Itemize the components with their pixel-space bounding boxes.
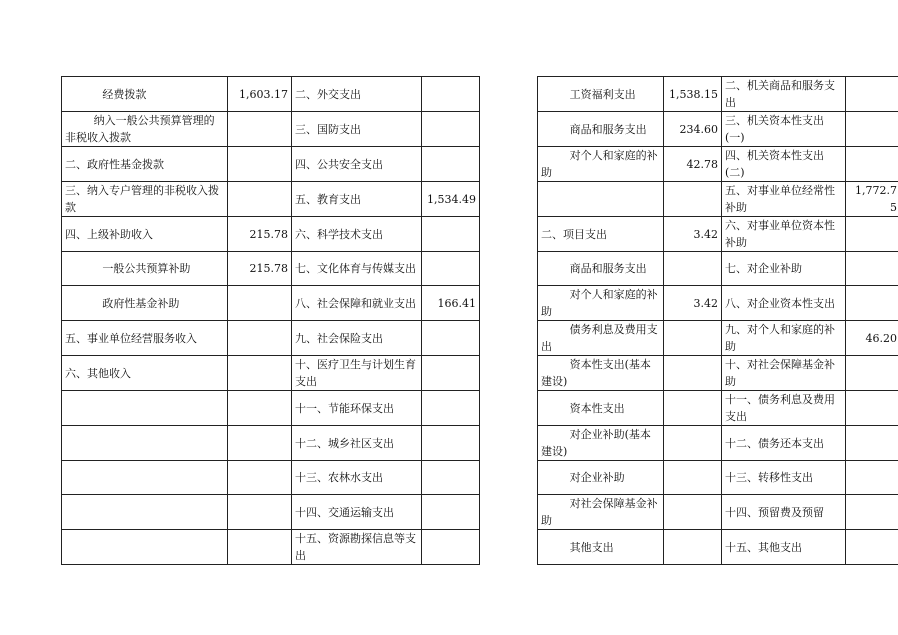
label-cell: 四、上级补助收入 [62, 217, 228, 252]
amount-cell [422, 321, 480, 356]
label-cell: 五、教育支出 [292, 182, 422, 217]
amount-cell [846, 391, 898, 426]
label-cell: 对个人和家庭的补助 [538, 286, 664, 321]
label-cell: 对社会保障基金补助 [538, 495, 664, 530]
label-cell: 三、国防支出 [292, 112, 422, 147]
amount-cell [422, 356, 480, 391]
column-gap [480, 77, 538, 112]
label-cell: 其他支出 [538, 530, 664, 565]
label-cell: 十三、转移性支出 [722, 461, 846, 495]
column-gap [480, 147, 538, 182]
label-cell: 六、对事业单位资本性补助 [722, 217, 846, 252]
table-row [62, 217, 898, 252]
label-cell: 七、对企业补助 [722, 252, 846, 286]
label-cell: 四、机关资本性支出(二) [722, 147, 846, 182]
amount-cell [422, 391, 480, 426]
amount-cell: 3.42 [664, 286, 722, 321]
label-cell: 资本性支出(基本建设) [538, 356, 664, 391]
label-cell: 三、纳入专户管理的非税收入拨款 [62, 182, 228, 217]
amount-cell [422, 530, 480, 565]
label-cell [62, 461, 228, 495]
label-cell: 十五、其他支出 [722, 530, 846, 565]
table-row [62, 286, 898, 321]
column-gap [480, 112, 538, 147]
label-cell: 商品和服务支出 [538, 252, 664, 286]
label-cell [62, 426, 228, 461]
table-row [62, 426, 898, 461]
amount-cell [846, 286, 898, 321]
amount-cell [664, 252, 722, 286]
budget-table [61, 76, 898, 565]
label-cell: 九、社会保险支出 [292, 321, 422, 356]
table-row [62, 112, 898, 147]
amount-cell [846, 495, 898, 530]
amount-cell [228, 356, 292, 391]
amount-cell [846, 252, 898, 286]
amount-cell [846, 112, 898, 147]
label-cell: 三、机关资本性支出(一) [722, 112, 846, 147]
table-row [62, 356, 898, 391]
column-gap [480, 530, 538, 565]
label-cell: 八、对企业资本性支出 [722, 286, 846, 321]
amount-cell [664, 182, 722, 217]
amount-cell [228, 391, 292, 426]
label-cell: 六、科学技术支出 [292, 217, 422, 252]
amount-cell [422, 252, 480, 286]
label-cell: 一般公共预算补助 [62, 252, 228, 286]
table-row [62, 182, 898, 217]
amount-cell [422, 217, 480, 252]
amount-cell [422, 77, 480, 112]
amount-cell [846, 356, 898, 391]
label-cell: 十、对社会保障基金补助 [722, 356, 846, 391]
amount-cell: 166.41 [422, 286, 480, 321]
amount-cell [228, 426, 292, 461]
label-cell [62, 495, 228, 530]
amount-cell: 234.60 [664, 112, 722, 147]
column-gap [480, 461, 538, 495]
amount-cell: 215.78 [228, 217, 292, 252]
amount-cell [228, 112, 292, 147]
label-cell: 五、对事业单位经常性补助 [722, 182, 846, 217]
amount-cell [228, 530, 292, 565]
column-gap [480, 495, 538, 530]
amount-cell [228, 495, 292, 530]
amount-cell: 1,603.17 [228, 77, 292, 112]
label-cell: 二、项目支出 [538, 217, 664, 252]
amount-cell [422, 147, 480, 182]
label-cell: 十五、资源勘探信息等支出 [292, 530, 422, 565]
label-cell: 债务利息及费用支出 [538, 321, 664, 356]
table-row [62, 461, 898, 495]
table-row [62, 391, 898, 426]
amount-cell [664, 321, 722, 356]
amount-cell: 1,772.75 [846, 182, 898, 217]
amount-cell [664, 495, 722, 530]
amount-cell [846, 147, 898, 182]
label-cell: 四、公共安全支出 [292, 147, 422, 182]
label-cell [538, 182, 664, 217]
table-row [62, 147, 898, 182]
column-gap [480, 391, 538, 426]
label-cell: 十一、节能环保支出 [292, 391, 422, 426]
label-cell: 对企业补助 [538, 461, 664, 495]
label-cell: 十四、交通运输支出 [292, 495, 422, 530]
amount-cell [846, 530, 898, 565]
amount-cell: 1,534.49 [422, 182, 480, 217]
amount-cell: 42.78 [664, 147, 722, 182]
label-cell: 商品和服务支出 [538, 112, 664, 147]
label-cell: 对企业补助(基本建设) [538, 426, 664, 461]
label-cell: 工资福利支出 [538, 77, 664, 112]
column-gap [480, 252, 538, 286]
amount-cell [422, 112, 480, 147]
column-gap [480, 356, 538, 391]
column-gap [480, 217, 538, 252]
amount-cell [422, 495, 480, 530]
amount-cell: 3.42 [664, 217, 722, 252]
label-cell: 十三、农林水支出 [292, 461, 422, 495]
label-cell: 十二、债务还本支出 [722, 426, 846, 461]
label-cell: 二、政府性基金拨款 [62, 147, 228, 182]
label-cell: 七、文化体育与传媒支出 [292, 252, 422, 286]
amount-cell [228, 321, 292, 356]
label-cell [62, 530, 228, 565]
amount-cell [846, 77, 898, 112]
column-gap [480, 182, 538, 217]
table-row [62, 530, 898, 565]
amount-cell [846, 461, 898, 495]
amount-cell [664, 391, 722, 426]
label-cell [62, 391, 228, 426]
table-row [62, 321, 898, 356]
amount-cell [422, 426, 480, 461]
amount-cell [846, 426, 898, 461]
label-cell: 五、事业单位经营服务收入 [62, 321, 228, 356]
column-gap [480, 286, 538, 321]
amount-cell [228, 182, 292, 217]
column-gap [480, 426, 538, 461]
table-body [62, 77, 898, 565]
label-cell: 十四、预留费及预留 [722, 495, 846, 530]
label-cell: 二、外交支出 [292, 77, 422, 112]
label-cell: 纳入一般公共预算管理的非税收入拨款 [62, 112, 228, 147]
amount-cell [422, 461, 480, 495]
amount-cell: 215.78 [228, 252, 292, 286]
label-cell: 九、对个人和家庭的补助 [722, 321, 846, 356]
amount-cell [664, 356, 722, 391]
table-row [62, 495, 898, 530]
label-cell: 十一、债务利息及费用支出 [722, 391, 846, 426]
label-cell: 十、医疗卫生与计划生育支出 [292, 356, 422, 391]
label-cell: 政府性基金补助 [62, 286, 228, 321]
label-cell: 六、其他收入 [62, 356, 228, 391]
amount-cell [664, 426, 722, 461]
amount-cell [846, 217, 898, 252]
amount-cell: 46.20 [846, 321, 898, 356]
label-cell: 资本性支出 [538, 391, 664, 426]
label-cell: 二、机关商品和服务支出 [722, 77, 846, 112]
amount-cell [228, 461, 292, 495]
label-cell: 对个人和家庭的补助 [538, 147, 664, 182]
amount-cell [228, 286, 292, 321]
label-cell: 十二、城乡社区支出 [292, 426, 422, 461]
table-row [62, 252, 898, 286]
amount-cell [228, 147, 292, 182]
label-cell: 八、社会保障和就业支出 [292, 286, 422, 321]
amount-cell: 1,538.15 [664, 77, 722, 112]
column-gap [480, 321, 538, 356]
table-row [62, 77, 898, 112]
amount-cell [664, 461, 722, 495]
label-cell: 经费拨款 [62, 77, 228, 112]
amount-cell [664, 530, 722, 565]
